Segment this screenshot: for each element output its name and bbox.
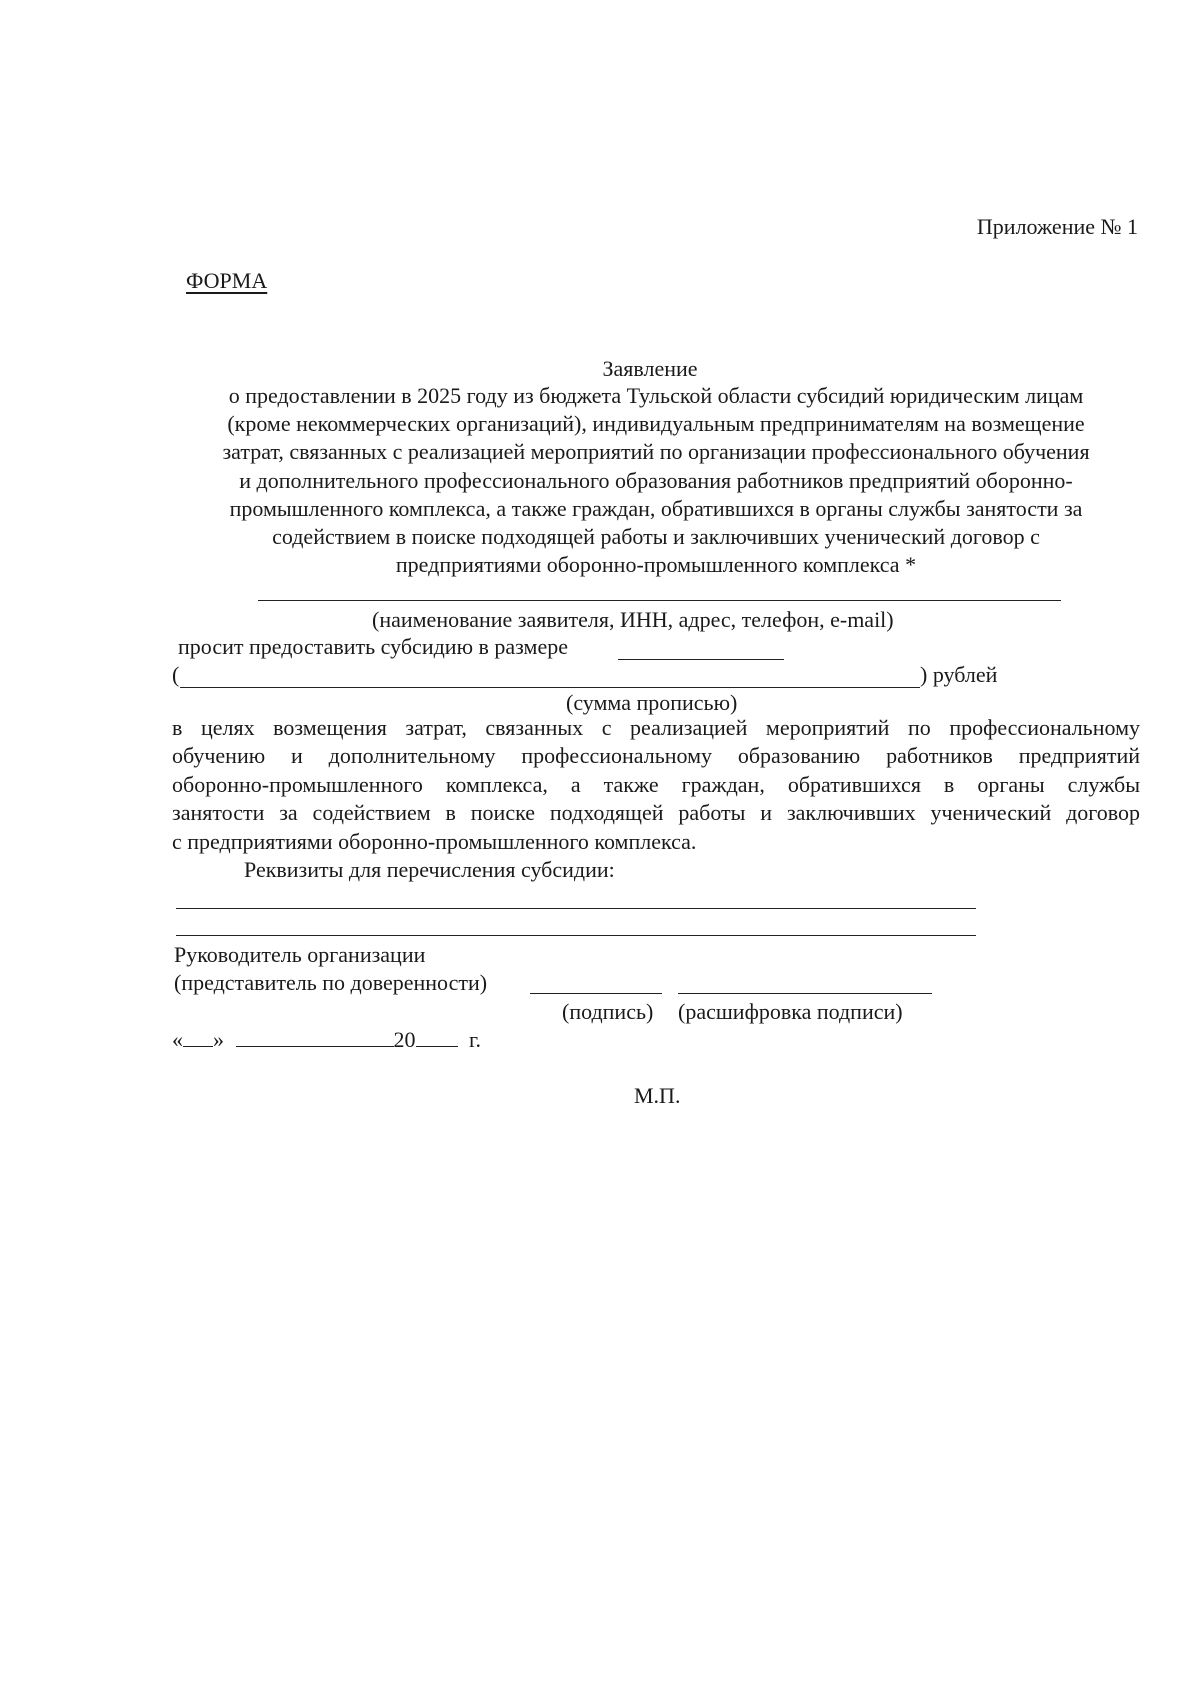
applicant-field-line[interactable] — [258, 600, 1061, 601]
subtitle-line: содействием в поиске подходящей работы и заключивших ученический договор с — [272, 524, 1040, 550]
rubles-text: ) рублей — [920, 662, 998, 687]
purpose-line: в целях возмещения затрат, связанных с реализацией мероприятий по профессиональному — [172, 715, 1140, 740]
day-field[interactable] — [183, 1028, 213, 1047]
purpose-paragraph — [172, 714, 1140, 856]
request-text: просит предоставить субсидию в размере — [178, 634, 568, 659]
subtitle-line: (кроме некоммерческих организаций), индивидуальным предпринимателям на возмещение — [227, 411, 1085, 437]
signature-field-line[interactable] — [530, 993, 662, 994]
subtitle-line: промышленного комплекса, а также граждан, обратившихся в органы службы занятости за — [229, 495, 1083, 521]
subtitle-line: о предоставлении в 2025 году из бюджета Тульской области субсидий юридическим лицам — [228, 383, 1084, 408]
amount-words-field-line[interactable] — [180, 687, 920, 688]
open-paren: ( — [172, 662, 180, 687]
form-label: ФОРМА — [186, 268, 268, 293]
amount-field-line[interactable] — [618, 659, 784, 660]
document-title: Заявление — [602, 356, 698, 381]
subtitle-line: затрат, связанных с реализацией мероприятий по организации профессионального обучения — [222, 439, 1090, 465]
purpose-line: занятости за содействием в поиске подходящей работы и заключивших ученический договор — [172, 800, 1140, 826]
requisites-field-line-2[interactable] — [176, 935, 976, 936]
year-field[interactable] — [416, 1028, 458, 1047]
year-prefix: 20 — [393, 1027, 416, 1052]
decoding-caption: (расшифровка подписи) — [678, 999, 903, 1024]
requisites-field-line-1[interactable] — [176, 908, 976, 909]
purpose-line: обучению и дополнительному профессиональному образованию работников предприятий — [172, 743, 1140, 769]
applicant-caption: (наименование заявителя, ИНН, адрес, телефон, e-mail) — [372, 607, 894, 632]
requisites-label: Реквизиты для перечисления субсидии: — [244, 857, 615, 882]
date-close-quote: » — [213, 1027, 224, 1052]
date-open-quote: « — [172, 1027, 183, 1052]
amount-caption: (сумма прописью) — [566, 690, 738, 715]
stamp-label: М.П. — [634, 1083, 681, 1108]
head-label: Руководитель организации — [174, 942, 426, 967]
date-line — [172, 1027, 481, 1053]
signature-caption: (подпись) — [562, 999, 654, 1024]
subtitle-line: предприятиями оборонно-промышленного комплекса * — [395, 552, 917, 578]
year-suffix: г. — [469, 1027, 482, 1052]
annex-number: Приложение № 1 — [976, 214, 1138, 239]
purpose-line: оборонно-промышленного комплекса, а также граждан, обратившихся в органы службы — [172, 771, 1140, 797]
document-subtitle — [172, 382, 1140, 579]
signature-decoding-field-line[interactable] — [678, 993, 932, 994]
purpose-line: с предприятиями оборонно-промышленного комплекса. — [172, 828, 697, 854]
representative-label: (представитель по доверенности) — [174, 970, 488, 995]
subtitle-line: и дополнительного профессионального образования работников предприятий оборонно- — [239, 467, 1073, 493]
month-field[interactable] — [236, 1028, 394, 1047]
